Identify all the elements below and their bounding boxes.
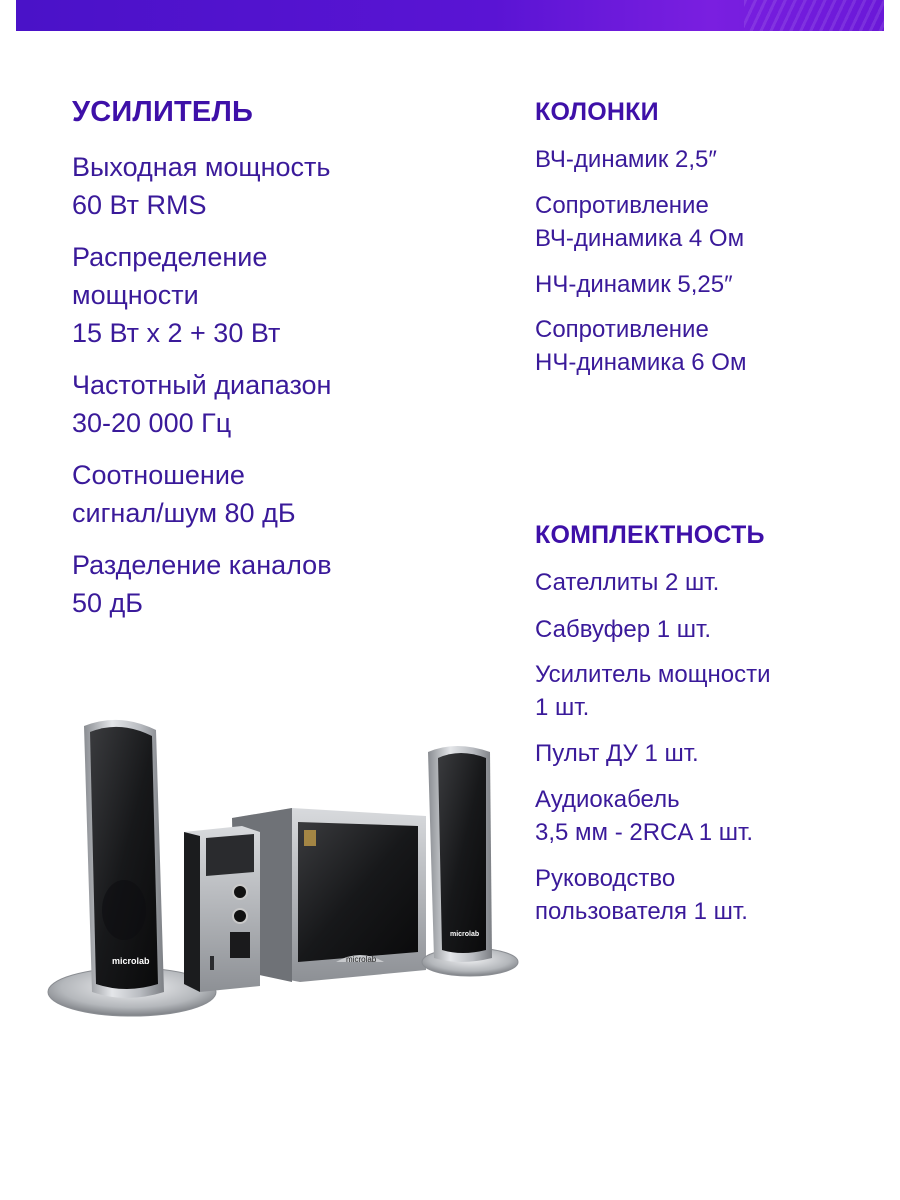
package-item-amplifier bbox=[535, 658, 771, 724]
package-item-audio-cable bbox=[535, 783, 753, 849]
spec-woofer bbox=[535, 268, 733, 301]
spec-line: ВЧ-динамик 2,5″ bbox=[535, 146, 717, 173]
package-line: Сателлиты 2 шт. bbox=[535, 569, 720, 596]
spec-power-distribution bbox=[72, 238, 280, 352]
subwoofer-brand-label: microlab bbox=[346, 955, 377, 964]
spec-line: ВЧ-динамика 4 Ом bbox=[535, 225, 745, 252]
spec-line: НЧ-динамик 5,25″ bbox=[535, 271, 733, 298]
spec-line: Соотношение bbox=[72, 460, 245, 490]
package-item-subwoofer bbox=[535, 613, 711, 646]
spec-woofer-impedance bbox=[535, 313, 746, 379]
spec-line: Разделение каналов bbox=[72, 550, 332, 580]
spec-tweeter bbox=[535, 143, 717, 176]
spec-line: Выходная мощность bbox=[72, 152, 331, 182]
spec-channel-separation bbox=[72, 546, 332, 622]
package-line: 1 шт. bbox=[535, 694, 590, 721]
package-line: Усилитель мощности bbox=[535, 661, 771, 688]
speaker-system-illustration bbox=[40, 700, 530, 1040]
package-line: 3,5 мм - 2RCA 1 шт. bbox=[535, 819, 753, 846]
spec-output-power bbox=[72, 148, 331, 224]
package-line: Аудиокабель bbox=[535, 786, 680, 813]
left-brand-label: microlab bbox=[112, 956, 150, 966]
right-brand-label: microlab bbox=[450, 931, 480, 938]
spec-line: 30-20 000 Гц bbox=[72, 408, 232, 438]
spec-snr bbox=[72, 456, 296, 532]
spec-line: Частотный диапазон bbox=[72, 370, 332, 400]
spec-line: мощности bbox=[72, 280, 199, 310]
spec-line: НЧ-динамика 6 Ом bbox=[535, 349, 747, 376]
top-banner bbox=[16, 0, 884, 31]
spec-line: 60 Вт RMS bbox=[72, 190, 207, 220]
spec-line: 15 Вт х 2 + 30 Вт bbox=[72, 318, 281, 348]
spec-frequency-range bbox=[72, 366, 331, 442]
package-title: КОМПЛЕКТНОСТЬ bbox=[535, 521, 765, 549]
package-line: Сабвуфер 1 шт. bbox=[535, 616, 712, 643]
package-item-remote bbox=[535, 737, 699, 770]
spec-line: Распределение bbox=[72, 242, 268, 272]
spec-line: сигнал/шум 80 дБ bbox=[72, 498, 296, 528]
package-line: пользователя 1 шт. bbox=[535, 898, 748, 925]
product-image bbox=[40, 700, 530, 1040]
package-line: Руководство bbox=[535, 865, 676, 892]
spec-line: 50 дБ bbox=[72, 588, 144, 618]
banner-stripes bbox=[744, 0, 884, 31]
package-item-manual bbox=[535, 862, 748, 928]
speakers-title: КОЛОНКИ bbox=[535, 98, 659, 126]
amplifier-title: УСИЛИТЕЛЬ bbox=[72, 96, 254, 128]
spec-line: Сопротивление bbox=[535, 192, 709, 219]
package-item-satellites bbox=[535, 566, 719, 599]
package-line: Пульт ДУ 1 шт. bbox=[535, 740, 699, 767]
spec-line: Сопротивление bbox=[535, 316, 709, 343]
spec-tweeter-impedance bbox=[535, 189, 744, 255]
